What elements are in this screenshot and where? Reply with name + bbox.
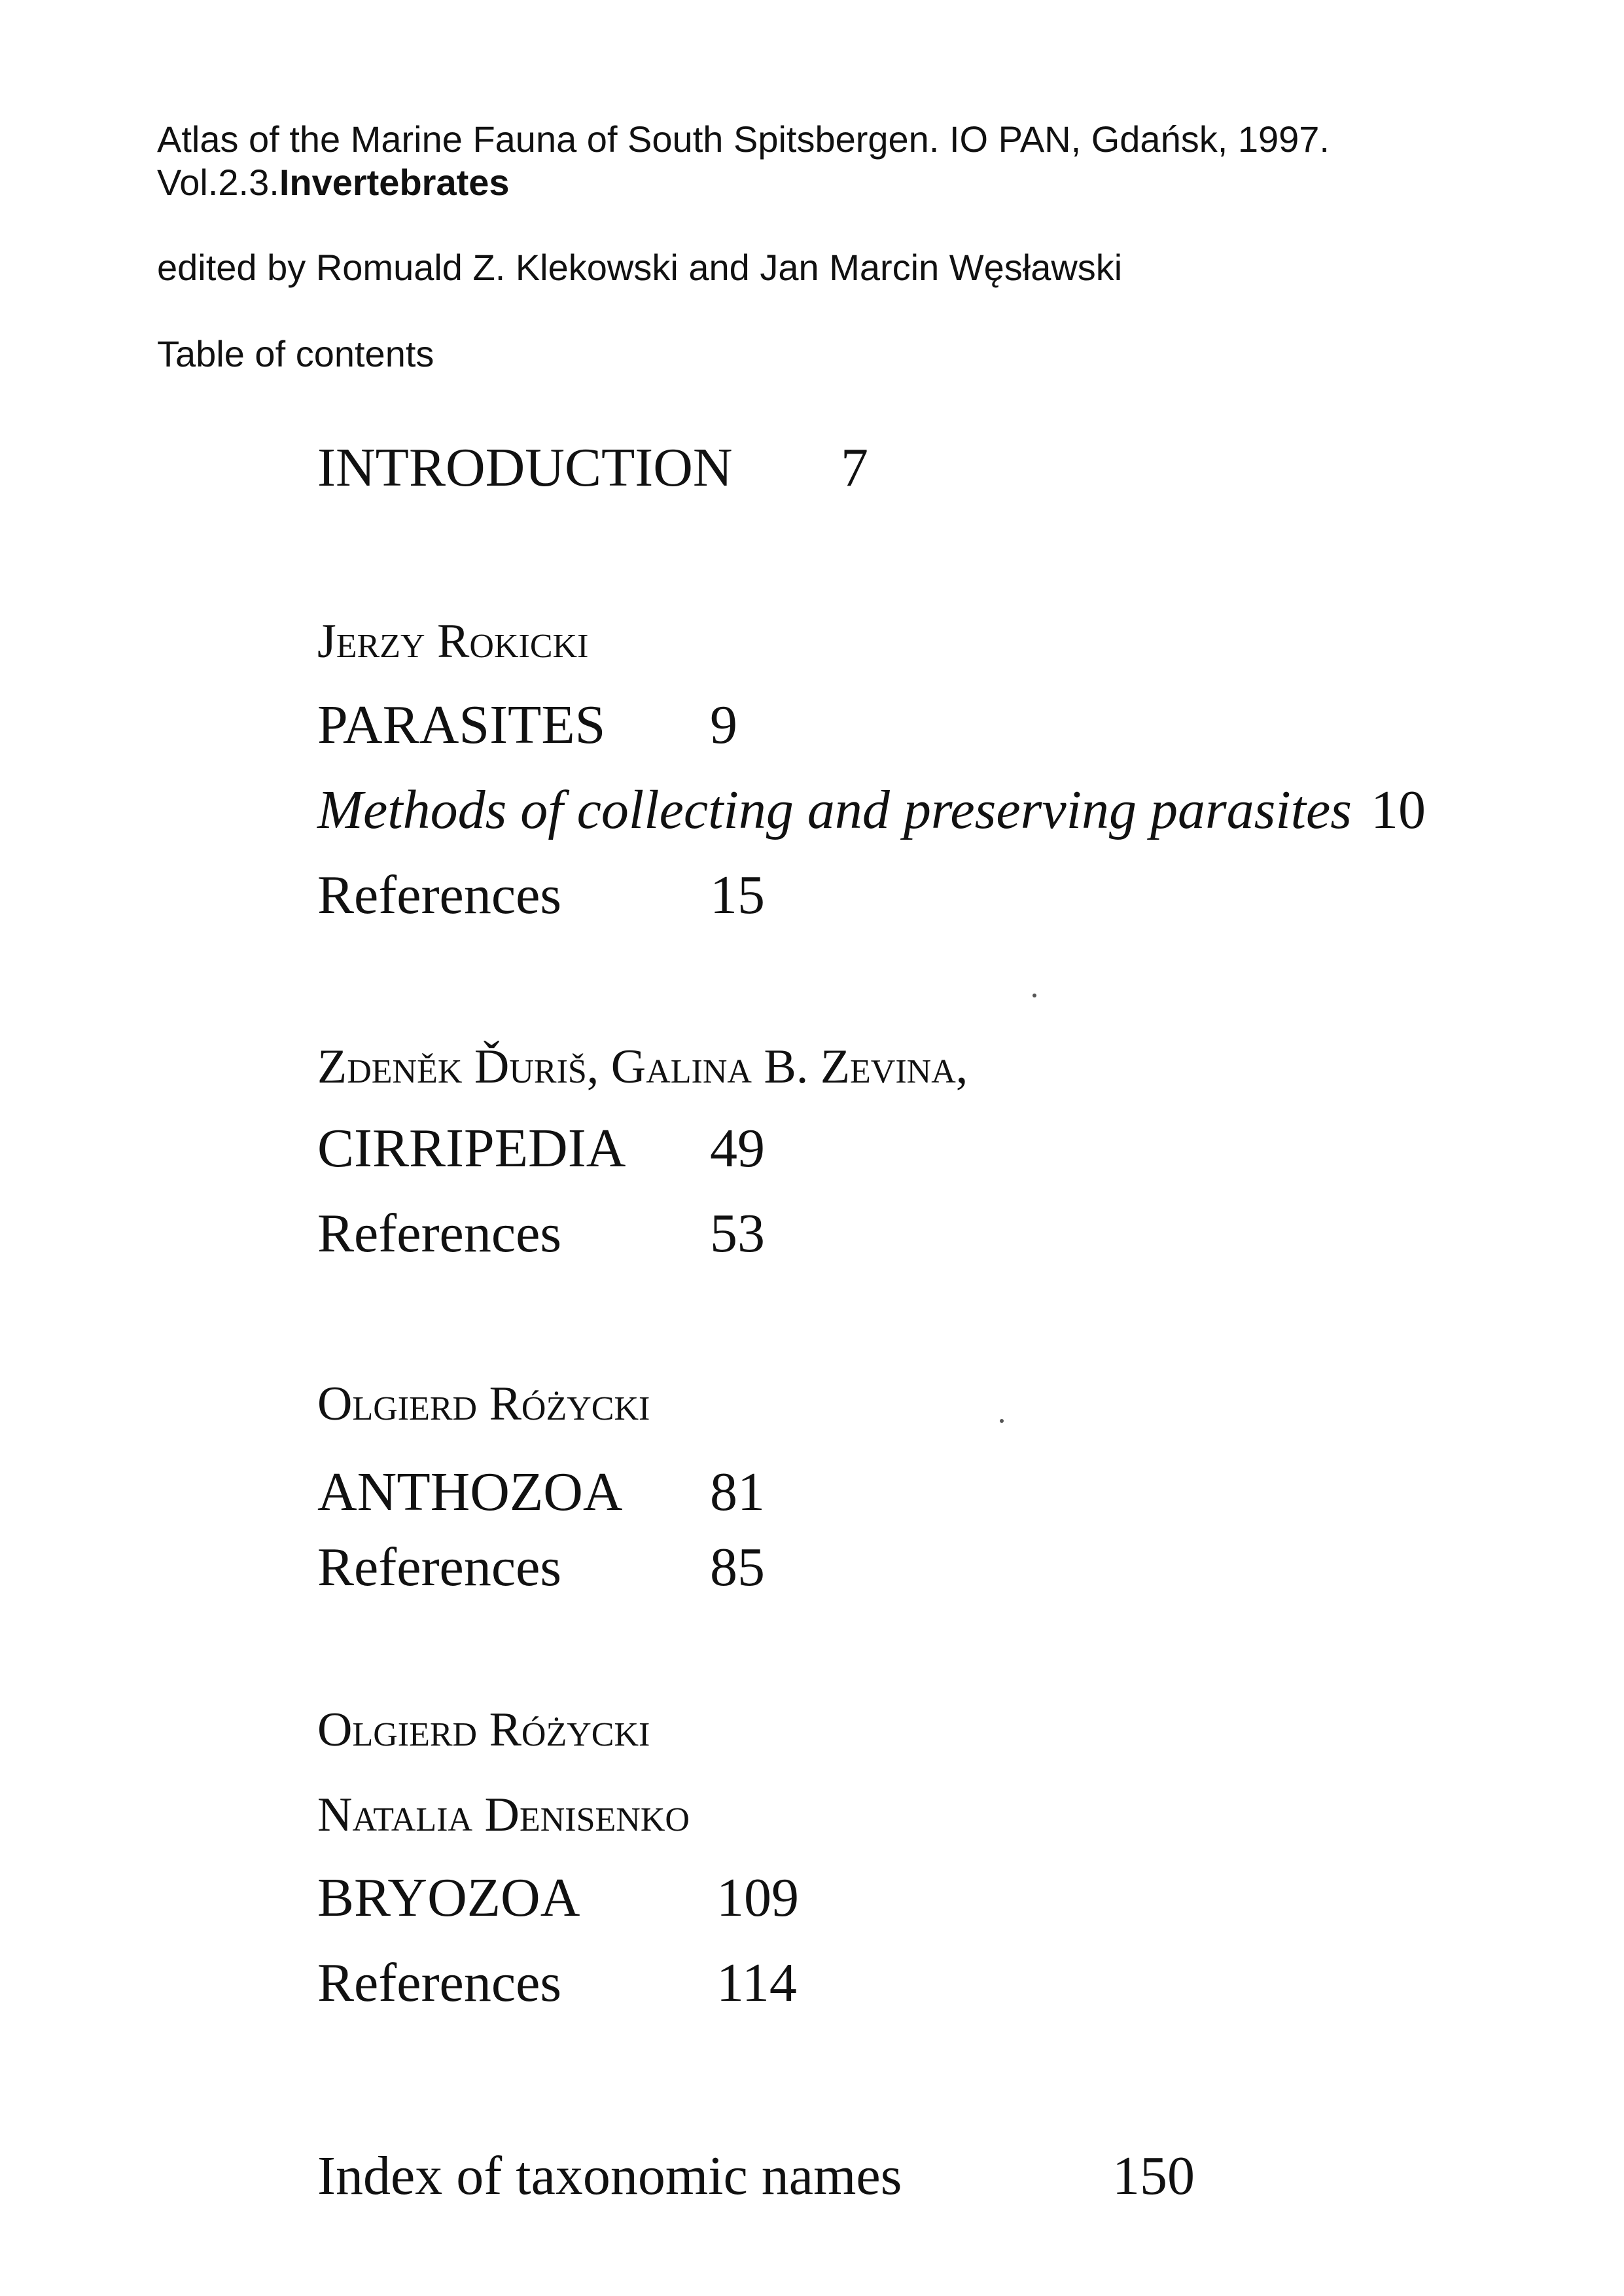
toc-entry-parasites (317, 692, 737, 758)
toc-entry-page: 9 (710, 694, 737, 755)
toc-entry-page: 85 (710, 1537, 765, 1598)
toc-entry-parasites-references (317, 863, 765, 928)
toc-entry-introduction (317, 435, 868, 501)
publication-line: Atlas of the Marine Fauna of South Spitsbergen. IO PAN, Gdańsk, 1997. (157, 118, 1330, 160)
toc-entry-title: References (317, 1952, 562, 2013)
toc-entry-title: References (317, 865, 562, 925)
scan-speck (1033, 994, 1036, 997)
toc-entry-bryozoa (317, 1865, 799, 1931)
toc-author-denisenko: Natalia Denisenko (317, 1788, 690, 1842)
toc-entry-anthozoa (317, 1460, 765, 1525)
toc-entry-page: 53 (710, 1203, 765, 1264)
toc-entry-title: Index of taxonomic names (317, 2145, 902, 2206)
toc-entry-page: 81 (710, 1462, 765, 1522)
volume-line (157, 161, 1531, 204)
toc-entry-cirripedia (317, 1116, 765, 1181)
toc-entry-index (317, 2144, 1195, 2209)
toc-entry-anthozoa-references (317, 1535, 765, 1600)
toc-entry-title: BRYOZOA (317, 1867, 580, 1928)
toc-entry-cirripedia-references (317, 1201, 765, 1266)
volume-prefix: Vol.2.3. (157, 162, 279, 203)
toc-author-rozycki-2: Olgierd Różycki (317, 1703, 650, 1757)
toc-heading: Table of contents (157, 333, 434, 374)
toc-author-duris-zevina: Zdeněk Ďuriš, Galina B. Zevina, (317, 1040, 968, 1094)
toc-entry-page: 109 (716, 1867, 799, 1928)
scan-speck (1000, 1419, 1004, 1423)
toc-entry-bryozoa-references (317, 1950, 797, 2016)
toc-entry-page: 49 (710, 1118, 765, 1179)
editors-line: edited by Romuald Z. Klekowski and Jan Marcin Węsławski (157, 247, 1123, 288)
toc-entry-title: References (317, 1203, 562, 1264)
toc-entry-title: ANTHOZOA (317, 1462, 623, 1522)
toc-entry-page: 7 (841, 437, 868, 498)
toc-entry-title: CIRRIPEDIA (317, 1118, 626, 1179)
toc-entry-title: Methods of collecting and preserving parasites (317, 780, 1352, 840)
toc-author-rozycki: Olgierd Różycki (317, 1377, 650, 1431)
toc-entry-page: 15 (710, 865, 765, 925)
toc-entry-title: INTRODUCTION (317, 437, 733, 498)
toc-author-rokicki: Jerzy Rokicki (317, 615, 589, 668)
toc-entry-page: 150 (1112, 2145, 1195, 2206)
toc-entry-methods (317, 778, 1426, 843)
toc-entry-page: 114 (716, 1952, 797, 2013)
document-header (157, 118, 1531, 204)
toc-entry-page: 10 (1371, 780, 1426, 840)
toc-entry-title: PARASITES (317, 694, 606, 755)
volume-title: Invertebrates (279, 162, 510, 203)
toc-entry-title: References (317, 1537, 562, 1598)
